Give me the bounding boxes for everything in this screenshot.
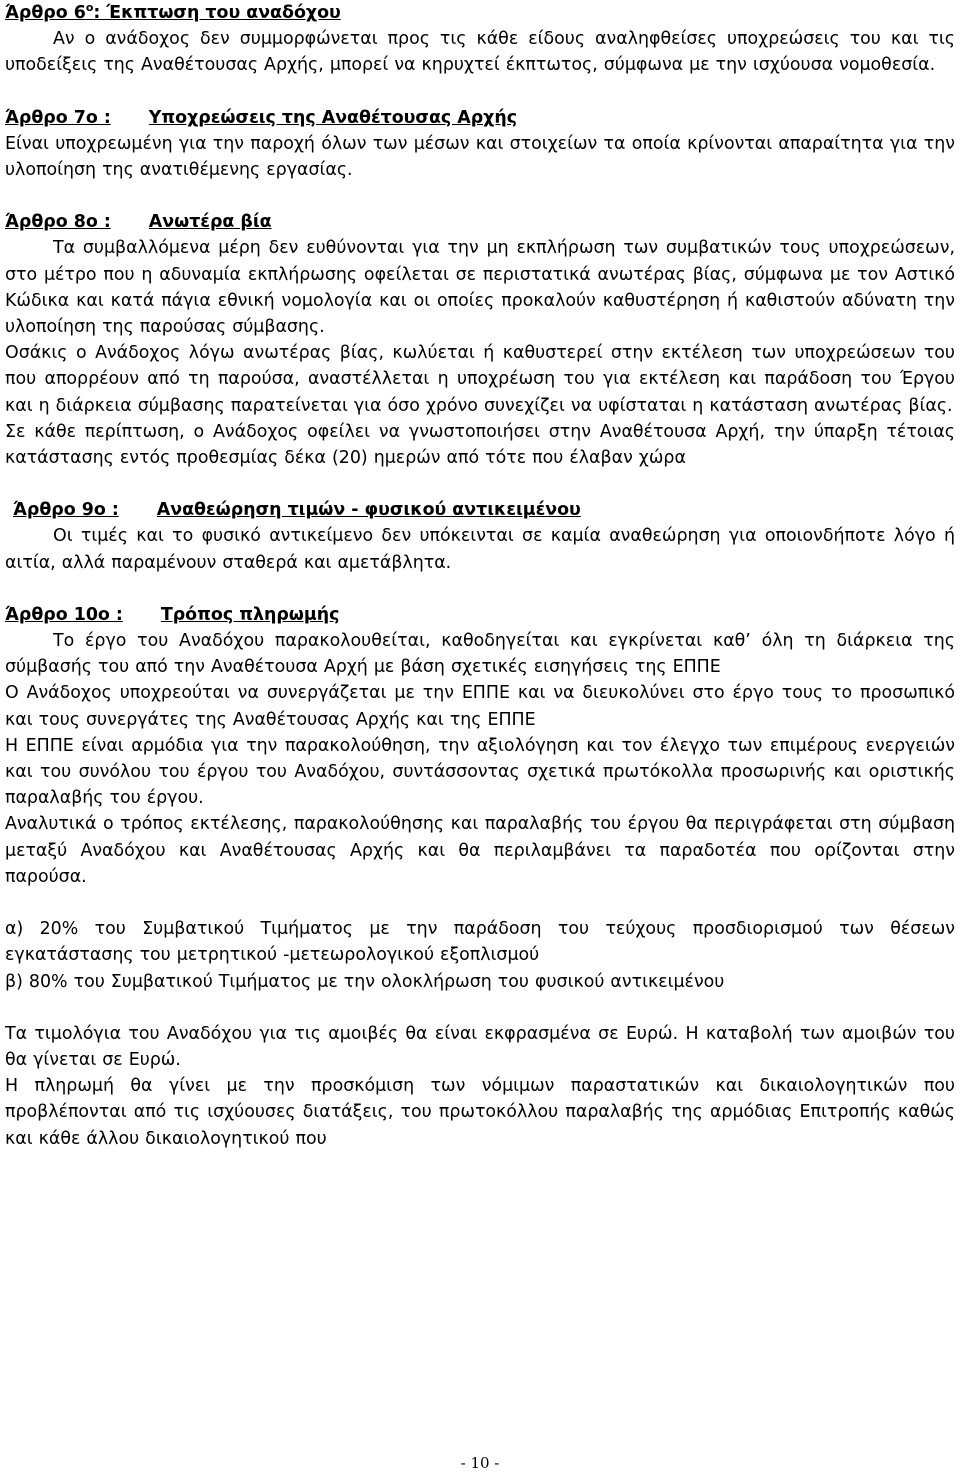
article-7-title: Υποχρεώσεις της Αναθέτουσας Αρχής — [148, 107, 518, 128]
article-10-paragraph-1: Το έργο του Αναδόχου παρακολουθείται, καθοδηγείται και εγκρίνεται καθ’ όλη τη διάρκεια της σύμβασής του από την Αναθέτουσα Αρχή με βάση σχετικές εισηγήσεις της ΕΠΠΕ — [5, 631, 955, 678]
article-10-paragraph-3: Η ΕΠΠΕ είναι αρμόδια για την παρακολούθηση, την αξιολόγηση και τον έλεγχο των επιμέρους ενεργειών και του συνόλου του έργου του Αναδόχου, συντάσσοντας σχετικά πρωτόκολλα προσωρινής και οριστικής παραλαβής του έργου. — [5, 735, 955, 809]
article-6-title: : Έκπτωση του αναδόχου — [93, 3, 341, 23]
document-page — [5, 0, 955, 1152]
article-9-label: Άρθρο 9ο : — [13, 500, 119, 521]
payment-item-b: β) 80% του Συμβατικού Τιμήματος με την ολοκλήρωση του φυσικού αντικειμένου — [5, 971, 725, 992]
article-6-superscript: ο — [85, 1, 94, 14]
article-9-text: Οι τιμές και το φυσικό αντικείμενο δεν υπόκεινται σε καμία αναθεώρηση για οποιονδήποτε λόγο ή αιτία, αλλά παραμένουν σταθερά και αμετάβλητα. — [5, 526, 955, 573]
article-8-paragraph-2: Οσάκις ο Ανάδοχος λόγω ανωτέρας βίας, κωλύεται ή καθυστερεί στην εκτέλεση των υποχρεώσεων του που απορρέουν από τη παρούσα, αναστέλλεται η υποχρέωση του για εκτέλεση και παράδοση του Έργου και η διάρκεια σύμβασης παρατείνεται για όσο χρόνο συνεχίζει να υφίσταται η κατάσταση ανωτέρας βίας. — [5, 343, 955, 416]
article-10-paragraph-4: Αναλυτικά ο τρόπος εκτέλεσης, παρακολούθησης και παραλαβής του έργου θα περιγράφεται στη σύμβαση μεταξύ Αναδόχου και Αναθέτουσας Αρχής και θα περιλαμβάνει τα παραδοτέα που ορίζονται στην παρούσα. — [5, 814, 955, 887]
article-9-heading — [13, 497, 955, 523]
article-10-paragraph-5: Τα τιμολόγια του Αναδόχου για τις αμοιβές θα είναι εκφρασμένα σε Ευρώ. Η καταβολή των αμοιβών του θα γίνεται σε Ευρώ. — [5, 1023, 955, 1070]
article-8-label: Άρθρο 8ο : — [5, 212, 111, 233]
article-8-heading — [5, 209, 955, 235]
article-6-heading — [5, 0, 955, 26]
article-7-heading — [5, 105, 955, 131]
article-6-text: Αν ο ανάδοχος δεν συμμορφώνεται προς τις κάθε είδους αναληφθείσες υποχρεώσεις του και τις υποδείξεις της Αναθέτουσας Αρχής, μπορεί να κηρυχτεί έκπτωτος, σύμφωνα με την ισχύουσα νομοθεσία. — [5, 29, 955, 76]
article-7-text: Είναι υποχρεωμένη για την παροχή όλων των μέσων και στοιχείων τα οποία κρίνονται απαραίτητα για την υλοποίηση της ανατιθέμενης εργασίας. — [5, 133, 955, 181]
article-10-title: Τρόπος πληρωμής — [160, 604, 340, 625]
article-7-label: Άρθρο 7ο : — [5, 107, 111, 128]
payment-item-a: α) 20% του Συμβατικού Τιμήματος με την παράδοση του τεύχους προσδιορισμού των θέσεων εγκατάστασης του μετρητικού -μετεωρολογικού εξοπλισμού — [5, 919, 955, 966]
article-8-paragraph-3: Σε κάθε περίπτωση, ο Ανάδοχος οφείλει να γνωστοποιήσει στην Αναθέτουσα Αρχή, την ύπαρξη τέτοιας κατάστασης εντός προθεσμίας δέκα (20) ημερών από τότε που έλαβαν χώρα — [5, 421, 955, 469]
article-8-paragraph-1: Τα συμβαλλόμενα μέρη δεν ευθύνονται για την μη εκπλήρωση των συμβατικών τους υποχρεώσεων, στο μέτρο που η αδυναμία εκπλήρωσης οφείλεται σε περιστατικά ανωτέρας βίας, σύμφωνα με τον Αστικό Κώδικα και κατά πάγια εθνική νομολογία και οι οποίες προκαλούν καθυστέρηση ή καθιστούν αδύνατη την υλοποίηση της παρούσας σύμβασης. — [5, 238, 955, 338]
article-9-title: Αναθεώρηση τιμών - φυσικού αντικειμένου — [156, 500, 581, 521]
article-8-title: Ανωτέρα βία — [148, 212, 272, 233]
page-number: - 10 - — [460, 1454, 500, 1472]
article-10-paragraph-2: Ο Ανάδοχος υποχρεούται να συνεργάζεται με την ΕΠΠΕ και να διευκολύνει στο έργο τους το προσωπικό και τους συνεργάτες της Αναθέτουσας Αρχής και της ΕΠΠΕ — [5, 683, 955, 730]
article-10-paragraph-6: Η πληρωμή θα γίνει με την προσκόμιση των νόμιμων παραστατικών και δικαιολογητικών που προβλέπονται από τις ισχύουσες διατάξεις, του πρωτοκόλλου παραλαβής της αρμόδιας Επιτροπής καθώς και κάθε άλλου δικαιολογητικού που — [5, 1076, 955, 1149]
article-10-label: Άρθρο 10ο : — [5, 604, 123, 625]
article-10-heading — [5, 602, 955, 628]
article-6-label: Άρθρο 6 — [5, 3, 86, 23]
